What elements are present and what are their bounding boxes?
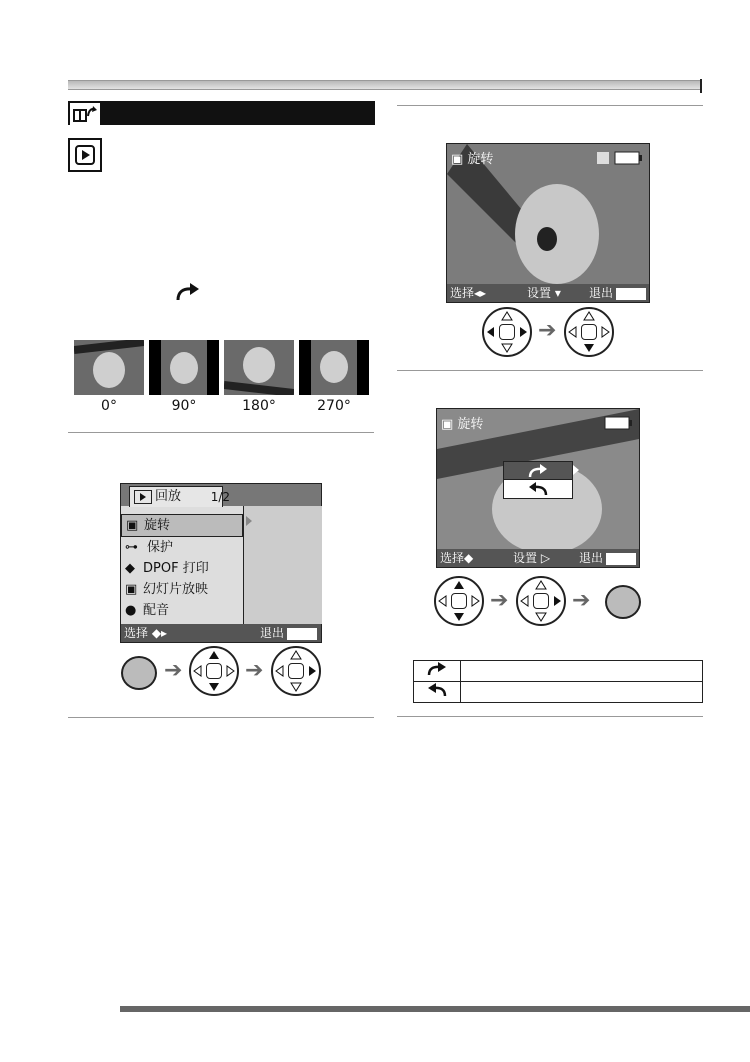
rotate-counterclockwise-icon — [414, 682, 461, 703]
play-icon — [134, 490, 152, 504]
battery-icon — [603, 415, 635, 431]
table-cell — [461, 661, 703, 682]
lcd-rotate-direction-screen — [436, 408, 640, 568]
select-hint: 选择 — [440, 551, 465, 565]
select-hint: 选择 — [124, 626, 149, 640]
divider — [397, 105, 703, 106]
cursor-pad-up-down[interactable] — [189, 646, 239, 696]
thumbnail-90 — [149, 340, 219, 395]
thumbnail-0 — [74, 340, 144, 395]
exit-hint: 退出 — [589, 284, 646, 302]
menu-item-protect[interactable]: ⊶ 保护 — [121, 537, 243, 558]
playback-menu-screen — [120, 483, 322, 643]
menu-item-audio-dub[interactable]: ● 配音 — [121, 600, 243, 621]
slideshow-icon: ▣ — [125, 582, 138, 597]
right-triangle-icon — [573, 465, 579, 475]
degree-label: 270° — [317, 398, 351, 414]
bottom-rule — [120, 1006, 750, 1012]
divider — [397, 370, 703, 371]
rotate-display-icon: ▣ — [451, 152, 468, 167]
lcd-rotate-select-screen — [446, 143, 650, 303]
tab-playback[interactable]: 回放 1/2 — [129, 486, 223, 507]
left-right-icon: ◂▸ — [474, 286, 487, 300]
cursor-pad-up-down[interactable] — [434, 576, 484, 626]
divider — [397, 716, 703, 717]
lcd-title: ▣ 旋转 — [451, 152, 494, 167]
key-icon: ⊶ — [125, 540, 138, 555]
arrow-icon: ➔ — [490, 588, 509, 613]
cursor-pad-down[interactable] — [564, 307, 614, 357]
cursor-pad-right[interactable] — [516, 576, 566, 626]
cursor-pad-left-right[interactable] — [482, 307, 532, 357]
thumbnail-270 — [299, 340, 369, 395]
rotate-display-icon: ▣ — [126, 518, 139, 533]
microphone-icon: ● — [125, 603, 137, 618]
arrow-icon: ➔ — [538, 318, 557, 343]
exit-hint: 退出 — [579, 549, 636, 567]
menu-item-dpof-print[interactable]: ◆ DPOF 打印 — [121, 558, 243, 579]
table-row — [414, 661, 703, 682]
battery-icon — [575, 150, 645, 166]
rotate-clockwise-icon — [175, 282, 201, 306]
print-icon: ◆ — [125, 561, 135, 576]
lcd-title: ▣ 旋转 — [441, 417, 484, 432]
set-hint: 设置 ▷ — [513, 551, 551, 565]
top-rule — [68, 80, 702, 90]
menu-button[interactable] — [605, 585, 641, 619]
menu-item-slideshow[interactable]: ▣ 幻灯片放映 — [121, 579, 243, 600]
thumbnail-180 — [224, 340, 294, 395]
menu-item-rotate[interactable]: ▣ 旋转 — [121, 514, 243, 537]
page-indicator: 1/2 — [210, 490, 230, 504]
option-rotate-counterclockwise[interactable] — [503, 479, 573, 499]
cursor-pad-right[interactable] — [271, 646, 321, 696]
set-hint: 设置 ▾ — [527, 286, 561, 300]
table-cell — [461, 682, 703, 703]
section-heading-bar — [68, 101, 375, 125]
arrow-icon: ➔ — [245, 658, 264, 683]
rotate-display-icon — [70, 103, 100, 125]
degree-label: 180° — [242, 398, 276, 414]
arrow-icon: ➔ — [572, 588, 591, 613]
arrow-icon: ➔ — [164, 658, 183, 683]
rotate-display-icon: ▣ — [441, 417, 458, 432]
playback-mode-icon — [68, 138, 102, 172]
option-rotate-clockwise[interactable] — [503, 461, 573, 481]
up-down-icon: ◆ — [464, 551, 474, 565]
menu-button[interactable] — [121, 656, 157, 690]
exit-hint: 退出 — [260, 624, 317, 642]
up-down-right-icon: ◆▸ — [148, 626, 168, 640]
rotation-direction-table — [413, 660, 703, 703]
rotate-clockwise-icon — [414, 661, 461, 682]
degree-label: 90° — [171, 398, 197, 414]
degree-label: 0° — [101, 398, 117, 414]
table-row — [414, 682, 703, 703]
divider — [68, 717, 374, 718]
select-hint: 选择 — [450, 286, 475, 300]
divider — [68, 432, 374, 433]
